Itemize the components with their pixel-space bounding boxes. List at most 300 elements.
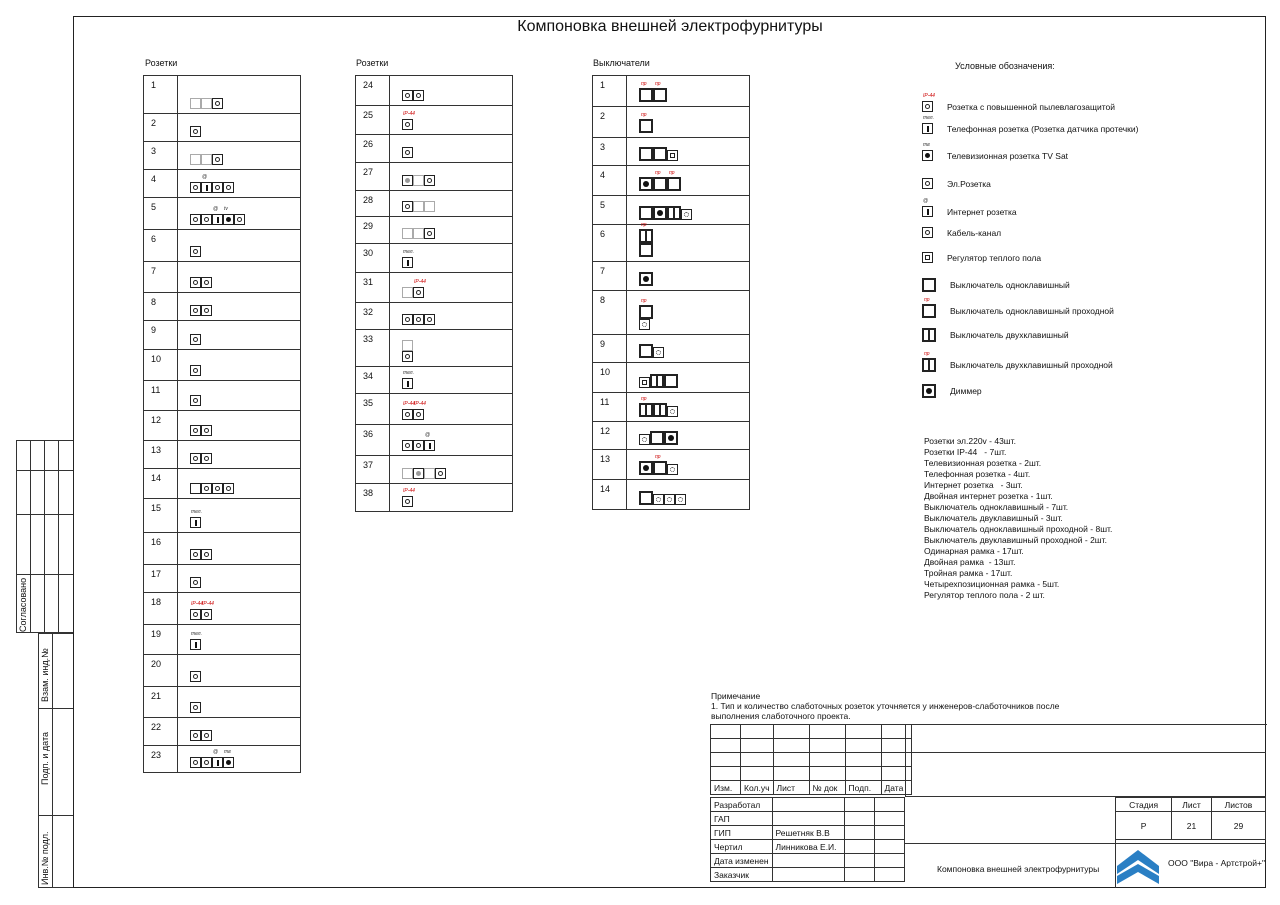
symbol-cell xyxy=(390,244,513,273)
symbol-cell xyxy=(390,330,513,367)
row-number: 29 xyxy=(356,217,390,244)
row-number: 14 xyxy=(593,480,627,510)
symbol-group xyxy=(639,272,653,286)
sheet-label: Лист xyxy=(1172,798,1212,812)
legend-item xyxy=(922,227,1001,238)
symbol-cell xyxy=(178,262,301,293)
symbol-cell xyxy=(627,450,750,480)
table-row xyxy=(356,106,513,135)
note xyxy=(711,691,1059,721)
symbol-cell xyxy=(178,469,301,499)
revision-header: № док xyxy=(809,781,845,795)
symbol-group xyxy=(639,112,653,133)
table-row xyxy=(144,76,301,114)
row-number: 13 xyxy=(144,441,178,469)
symbol-cell xyxy=(627,335,750,363)
symbol-group xyxy=(190,671,201,682)
row-number: 8 xyxy=(593,291,627,335)
table-row xyxy=(356,367,513,394)
role-row xyxy=(711,840,905,854)
symbol-group xyxy=(639,147,678,161)
legend-label: Выключатель двухклавишный xyxy=(950,330,1069,340)
symbol-cell xyxy=(390,484,513,512)
table-row xyxy=(356,394,513,425)
phone-socket-icon: @ xyxy=(424,440,435,451)
symbol-group xyxy=(190,749,234,768)
socket-icon xyxy=(212,182,223,193)
row-number: 11 xyxy=(593,393,627,422)
table-row xyxy=(593,450,750,480)
socket-icon xyxy=(212,483,223,494)
symbol-group xyxy=(190,631,202,650)
total-line: Двойная интернет розетка - 1шт. xyxy=(924,491,1053,501)
socket-icon xyxy=(190,182,201,193)
socket-icon xyxy=(190,425,201,436)
double-switch-icon xyxy=(650,374,664,388)
table-row xyxy=(144,565,301,593)
legend-label: Регулятор теплого пола xyxy=(947,252,1042,263)
symbol-cell xyxy=(390,425,513,456)
regulator-icon xyxy=(639,377,650,388)
frame-icon xyxy=(402,468,413,479)
symbol-group xyxy=(639,206,692,220)
row-number: 23 xyxy=(144,746,178,773)
symbol-group xyxy=(190,174,234,193)
socket-icon xyxy=(190,126,201,137)
role-label: Заказчик xyxy=(711,868,773,882)
sockets-table-a xyxy=(143,75,301,773)
symbol-cell xyxy=(627,138,750,166)
sheet-value: 21 xyxy=(1172,812,1212,840)
row-number: 33 xyxy=(356,330,390,367)
row-number: 12 xyxy=(593,422,627,450)
note-title: Примечание xyxy=(711,691,761,701)
agreed-vline-3 xyxy=(58,440,59,633)
socket-icon: IP-44 xyxy=(402,409,413,420)
socket-icon xyxy=(402,314,413,325)
role-name: Линникова Е.И. xyxy=(772,840,844,854)
symbol-cell xyxy=(627,76,750,107)
stamp-top-right xyxy=(905,724,1267,797)
switch-icon xyxy=(639,147,653,161)
role-sign xyxy=(844,868,874,882)
phone-socket-icon: тел. xyxy=(190,517,201,528)
role-sign xyxy=(844,840,874,854)
socket-icon xyxy=(190,365,201,376)
symbol-group xyxy=(639,298,653,330)
role-name xyxy=(772,854,844,868)
table-row xyxy=(144,198,301,230)
symbol-group xyxy=(190,334,201,345)
socket-icon xyxy=(190,757,201,768)
frame-icon xyxy=(413,201,424,212)
symbol-group xyxy=(190,305,212,316)
row-number: 2 xyxy=(593,107,627,138)
table-row xyxy=(144,381,301,411)
total-line: Одинарная рамка - 17шт. xyxy=(924,546,1024,556)
socket-icon xyxy=(201,730,212,741)
dimmer-icon xyxy=(639,461,653,475)
socket-icon xyxy=(201,757,212,768)
role-row xyxy=(711,798,905,812)
socket-icon xyxy=(190,277,201,288)
symbol-cell xyxy=(178,746,301,773)
symbol-cell xyxy=(390,217,513,244)
role-sign xyxy=(844,798,874,812)
frame-icon xyxy=(413,175,424,186)
symbol-cell xyxy=(178,565,301,593)
legend-item xyxy=(922,384,982,398)
symbol-group xyxy=(639,374,678,388)
symbol-group xyxy=(639,491,686,505)
symbol-group xyxy=(190,483,234,494)
symbol-group xyxy=(190,246,201,257)
symbol-cell xyxy=(178,76,301,114)
row-number: 9 xyxy=(593,335,627,363)
role-label: Чертил xyxy=(711,840,773,854)
dimmer-icon xyxy=(639,272,653,286)
total-line: Тройная рамка - 17шт. xyxy=(924,568,1013,578)
symbol-cell xyxy=(390,367,513,394)
table-row xyxy=(144,321,301,350)
row-number: 3 xyxy=(144,142,178,170)
symbol-cell xyxy=(178,593,301,625)
cable-channel-icon xyxy=(922,227,933,238)
switch-icon: пр xyxy=(667,177,681,191)
symbol-cell xyxy=(178,533,301,565)
switch-icon: пр xyxy=(639,305,653,319)
symbol-cell xyxy=(178,350,301,381)
symbol-group xyxy=(402,228,435,239)
table-row xyxy=(144,533,301,565)
legend-item xyxy=(922,297,1114,318)
socket-icon xyxy=(190,395,201,406)
legend-item xyxy=(922,142,1069,161)
symbol-cell xyxy=(627,393,750,422)
tv-socket-icon: tv xyxy=(223,214,234,225)
total-line: Розетки IP-44 - 7шт. xyxy=(924,447,1007,457)
table-row xyxy=(593,422,750,450)
role-row xyxy=(711,812,905,826)
agreed-hline-1 xyxy=(16,470,73,471)
symbol-group xyxy=(190,425,212,436)
frame-icon xyxy=(413,228,424,239)
agreed-label: Согласовано xyxy=(18,577,28,632)
symbol-group xyxy=(639,431,678,445)
legend-item xyxy=(922,328,1069,342)
socket-icon xyxy=(190,730,201,741)
row-number: 7 xyxy=(144,262,178,293)
socket-icon xyxy=(223,182,234,193)
socket-icon xyxy=(922,178,933,189)
row-number: 15 xyxy=(144,499,178,533)
role-row xyxy=(711,854,905,868)
gray-socket-icon xyxy=(413,468,424,479)
symbol-cell xyxy=(178,170,301,198)
socket-icon: IP-44 xyxy=(402,496,413,507)
symbol-group xyxy=(402,279,426,298)
row-number: 36 xyxy=(356,425,390,456)
symbol-group xyxy=(190,98,223,109)
table-row xyxy=(144,625,301,655)
revision-header: Подп. xyxy=(845,781,881,795)
row-number: 37 xyxy=(356,456,390,484)
switches-table xyxy=(592,75,750,510)
row-number: 21 xyxy=(144,687,178,718)
role-sign xyxy=(844,854,874,868)
socket-icon xyxy=(190,671,201,682)
table-row xyxy=(356,191,513,217)
symbol-group xyxy=(190,601,214,620)
socket-icon xyxy=(402,90,413,101)
symbol-cell xyxy=(178,381,301,411)
dimmer-icon xyxy=(653,206,667,220)
symbol-cell xyxy=(390,135,513,163)
role-name xyxy=(772,798,844,812)
double-switch-icon xyxy=(667,206,681,220)
table-row xyxy=(144,170,301,198)
table-row xyxy=(144,746,301,773)
row-number: 16 xyxy=(144,533,178,565)
table-row xyxy=(144,142,301,170)
role-date xyxy=(874,812,904,826)
switch-icon xyxy=(639,344,653,358)
symbol-cell xyxy=(627,422,750,450)
switches-header: Выключатели xyxy=(593,58,650,68)
row-number: 9 xyxy=(144,321,178,350)
socket-icon xyxy=(190,334,201,345)
symbol-group xyxy=(402,401,426,420)
switch-icon xyxy=(664,374,678,388)
symbol-group xyxy=(639,170,681,191)
roles-table xyxy=(710,797,905,882)
row-number: 13 xyxy=(593,450,627,480)
symbol-group xyxy=(402,488,415,507)
socket-icon xyxy=(234,214,245,225)
inv-label: Инв.№ подл. xyxy=(40,831,50,885)
row-number: 4 xyxy=(593,166,627,196)
switch-icon: пр xyxy=(653,461,667,475)
frame-icon xyxy=(201,154,212,165)
page-title: Компоновка внешней электрофурнитуры xyxy=(517,18,823,35)
symbol-group xyxy=(402,314,435,325)
sockets-a-header: Розетки xyxy=(145,58,178,68)
ip44-socket-icon: IP-44 xyxy=(922,101,933,112)
legend-label: Эл.Розетка xyxy=(947,178,991,189)
row-number: 2 xyxy=(144,114,178,142)
switch-icon xyxy=(639,206,653,220)
row-number: 25 xyxy=(356,106,390,135)
dotted-socket-icon xyxy=(653,347,664,358)
switch-icon xyxy=(653,147,667,161)
table-row xyxy=(356,273,513,303)
table-row xyxy=(356,330,513,367)
symbol-group xyxy=(190,549,212,560)
stamp-divider xyxy=(905,752,1266,753)
total-line: Выключатель двуклавишный проходной - 2шт. xyxy=(924,535,1107,545)
switch-icon xyxy=(639,243,653,257)
phone-socket-icon: тел. xyxy=(922,123,933,134)
phone-socket-icon: @ xyxy=(212,214,223,225)
stage-value: Р xyxy=(1116,812,1172,840)
switch-icon: пр xyxy=(639,88,653,102)
role-row xyxy=(711,868,905,882)
dotted-socket-icon xyxy=(667,464,678,475)
legend-item xyxy=(922,198,1017,217)
symbol-cell xyxy=(390,273,513,303)
socket-icon xyxy=(424,314,435,325)
dimmer-icon xyxy=(639,177,653,191)
socket-icon xyxy=(435,468,446,479)
legend-item xyxy=(922,278,1070,292)
symbol-cell xyxy=(627,262,750,291)
socket-icon xyxy=(190,453,201,464)
symbol-group xyxy=(190,154,223,165)
table-row xyxy=(593,262,750,291)
symbol-group xyxy=(639,396,678,417)
socket-icon xyxy=(201,214,212,225)
symbol-cell xyxy=(627,166,750,196)
row-number: 35 xyxy=(356,394,390,425)
row-number: 28 xyxy=(356,191,390,217)
table-row xyxy=(356,425,513,456)
socket-icon xyxy=(413,90,424,101)
row-number: 26 xyxy=(356,135,390,163)
row-number: 19 xyxy=(144,625,178,655)
switch-icon: пр xyxy=(639,119,653,133)
legend-item xyxy=(922,93,1115,112)
symbol-cell xyxy=(390,303,513,330)
table-row xyxy=(593,291,750,335)
symbol-group xyxy=(190,730,212,741)
table-row xyxy=(593,107,750,138)
frame-icon xyxy=(201,98,212,109)
role-row xyxy=(711,826,905,840)
socket-icon xyxy=(212,98,223,109)
table-row xyxy=(144,350,301,381)
socket-icon xyxy=(212,154,223,165)
total-line: Телевизионная розетка - 2шт. xyxy=(924,458,1042,468)
table-row xyxy=(356,484,513,512)
symbol-group xyxy=(402,175,435,186)
row-number: 24 xyxy=(356,76,390,106)
dotted-socket-icon xyxy=(639,319,650,330)
sheets-label: Листов xyxy=(1211,798,1265,812)
symbol-group xyxy=(190,277,212,288)
double-switch-icon xyxy=(922,328,936,342)
table-row xyxy=(593,363,750,393)
symbol-group xyxy=(639,454,678,475)
symbol-group xyxy=(639,344,664,358)
symbol-cell xyxy=(178,441,301,469)
frame-icon xyxy=(402,228,413,239)
row-number: 11 xyxy=(144,381,178,411)
legend-label: Телефонная розетка (Розетка датчика протечки) xyxy=(947,123,1139,134)
symbol-cell xyxy=(178,655,301,687)
socket-icon xyxy=(190,214,201,225)
revision-header: Дата xyxy=(881,781,911,795)
dimmer-icon xyxy=(922,384,936,398)
row-number: 31 xyxy=(356,273,390,303)
symbol-cell xyxy=(627,222,750,262)
switch-icon xyxy=(639,491,653,505)
frame-icon xyxy=(402,340,413,351)
agreed-vline-1 xyxy=(30,440,31,633)
tv-socket-icon: тв xyxy=(223,757,234,768)
symbol-group xyxy=(402,370,414,389)
socket-icon xyxy=(402,351,413,362)
legend-title: Условные обозначения: xyxy=(955,61,1055,71)
symbol-group xyxy=(639,222,653,257)
table-row xyxy=(593,138,750,166)
sockets-table-b xyxy=(355,75,513,512)
socket-icon xyxy=(402,201,413,212)
table-row xyxy=(593,166,750,196)
symbol-group xyxy=(190,509,202,528)
total-line: Выключатель одноклавишный проходной - 8шт. xyxy=(924,524,1113,534)
symbol-cell xyxy=(178,625,301,655)
table-row xyxy=(144,469,301,499)
socket-icon xyxy=(190,246,201,257)
row-number: 5 xyxy=(593,196,627,225)
side-stamp-vline xyxy=(52,633,53,888)
row-number: 20 xyxy=(144,655,178,687)
socket-icon: IP-44 xyxy=(190,609,201,620)
table-row xyxy=(144,262,301,293)
row-number: 7 xyxy=(593,262,627,291)
symbol-group xyxy=(402,147,413,158)
total-line: Двойная рамка - 13шт. xyxy=(924,557,1016,567)
row-number: 10 xyxy=(144,350,178,381)
phone-socket-icon: тел. xyxy=(402,378,413,389)
table-row xyxy=(593,393,750,422)
legend-label: Выключатель одноклавишный xyxy=(950,280,1070,290)
symbol-cell xyxy=(178,198,301,230)
phone-socket-icon: тел. xyxy=(190,639,201,650)
symbol-group xyxy=(402,90,424,101)
symbol-cell xyxy=(627,291,750,335)
role-date xyxy=(874,840,904,854)
stamp-divider-3 xyxy=(905,843,1266,844)
dotted-socket-icon xyxy=(653,494,664,505)
agreed-vline-2 xyxy=(44,440,45,633)
socket-icon xyxy=(190,577,201,588)
total-line: Регулятор теплого пола - 2 шт. xyxy=(924,590,1045,600)
side-stamp-hline-2 xyxy=(38,815,73,816)
frame-icon xyxy=(424,468,435,479)
table-row xyxy=(144,114,301,142)
stage-table xyxy=(1115,797,1266,840)
symbol-group xyxy=(402,201,435,212)
legend-item xyxy=(922,178,991,189)
internet-socket-icon: @ xyxy=(922,206,933,217)
socket-icon xyxy=(201,483,212,494)
socket-icon xyxy=(201,549,212,560)
row-number: 34 xyxy=(356,367,390,394)
symbol-group xyxy=(190,395,201,406)
switch-icon: пр xyxy=(653,88,667,102)
row-number: 1 xyxy=(144,76,178,114)
table-row xyxy=(593,480,750,510)
socket-icon: IP-44 xyxy=(201,609,212,620)
doc-title: Компоновка внешней электрофурнитуры xyxy=(937,864,1100,874)
symbol-cell xyxy=(390,76,513,106)
symbol-group xyxy=(190,206,245,225)
total-line: Телефонная розетка - 4шт. xyxy=(924,469,1031,479)
legend-item xyxy=(922,115,1139,134)
socket-icon xyxy=(413,440,424,451)
legend-label: Кабель-канал xyxy=(947,227,1002,238)
